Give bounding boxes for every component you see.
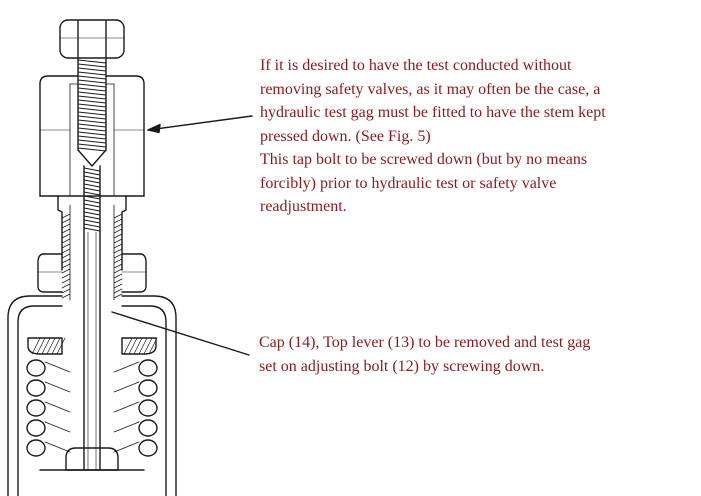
cap-note-leader-line (112, 312, 249, 355)
tap-bolt-threaded-shank (78, 58, 106, 166)
valve-spring (27, 360, 157, 456)
annotation-line: If it is desired to have the test conducted without (260, 57, 572, 74)
upper-spring-plate (28, 338, 157, 354)
spring-coil (139, 400, 157, 416)
annotation-line: forcibly) prior to hydraulic test or safety valve (260, 174, 557, 192)
spring-coil (139, 440, 157, 456)
spring-coil (27, 400, 45, 416)
annotation-line: set on adjusting bolt (12) by screwing down. (259, 357, 545, 375)
cap-removal-annotation (259, 331, 590, 378)
spring-coil (27, 420, 45, 436)
inner-stem-threads (84, 166, 100, 231)
gag-note-leader-arrow (148, 116, 252, 133)
lock-nut (38, 254, 146, 292)
tap-bolt-hex-head (60, 20, 124, 58)
spring-coil (27, 380, 45, 396)
spring-coil (139, 380, 157, 396)
spring-coil (27, 440, 45, 456)
annotation-line: pressed down. (See Fig. 5) (260, 127, 431, 145)
spring-coil (27, 360, 45, 376)
spring-coil (139, 420, 157, 436)
annotation-line: This tap bolt to be screwed down (but by no means (260, 151, 588, 168)
test-gag-annotation (260, 54, 606, 219)
annotation-line: hydraulic test gag must be fitted to have the stem kept (260, 104, 606, 121)
adjusting-bolt (58, 196, 126, 300)
annotation-line: readjustment. (260, 198, 347, 215)
annotation-line: Cap (14), Top lever (13) to be removed and test gag (259, 334, 591, 351)
valve-stem (84, 230, 100, 470)
lower-spring-washer (40, 448, 144, 470)
spring-coil (139, 360, 157, 376)
annotation-line: removing safety valves, as it may often be the case, a (260, 80, 601, 98)
